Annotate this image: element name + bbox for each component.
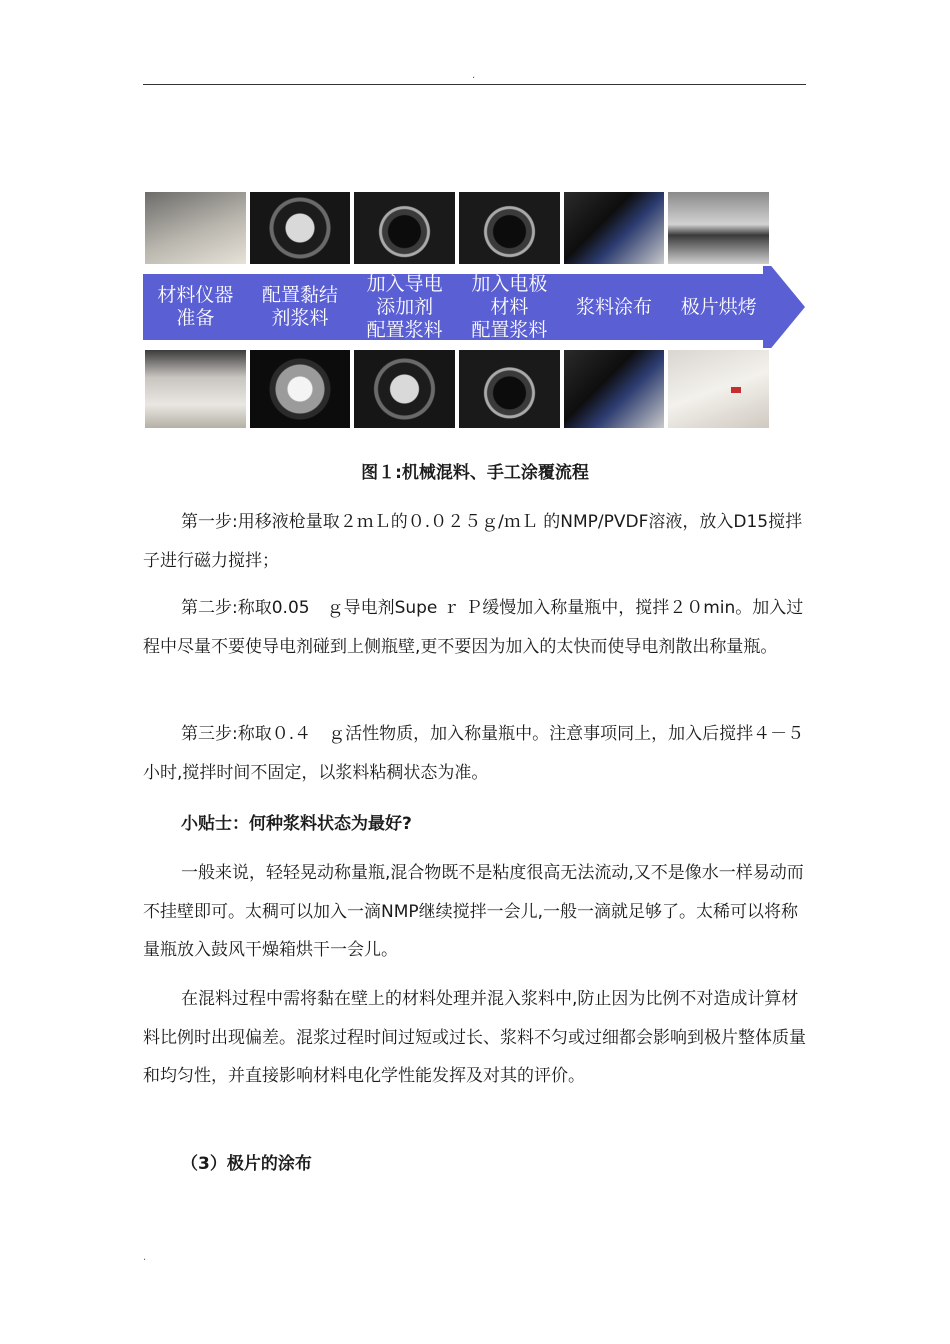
header-rule [143,84,806,85]
photo-row-bottom [145,350,769,428]
tip-title: 小贴士：何种浆料状态为最好? [181,814,412,834]
footer-mark: . [143,1252,147,1263]
photo-electrode-baking [668,192,769,264]
step-label-electrode: 加入电极 材料 配置浆料 [471,272,548,341]
photo-mixer [145,350,246,428]
photo-conductive-bottle [354,350,455,428]
photo-slurry-coating [564,192,665,264]
photo-materials [145,192,246,264]
step-label-baking: 极片烘烤 [680,295,757,318]
process-figure [143,186,807,430]
paragraph-step3: 第三步:称取０.４ ｇ活性物质，加入称量瓶中。注意事项同上，加入后搅拌４－５小时,搅拌时间不固定，以浆料粘稠状态为准。 [143,724,805,783]
photo-electrode-bottle [459,350,560,428]
paragraph-step2: 第二步:称取0.05 ｇ导电剂Supe ｒ Ｐ缓慢加入称量瓶中，搅拌２０min。加入过程中尽量不要使导电剂碰到上侧瓶壁,更不要因为加入的太快而使导电剂散出称量瓶。 [143,598,804,657]
section-heading: （3）极片的涂布 [181,1154,312,1174]
figure-caption: 图１:机械混料、手工涂覆流程 [361,463,589,483]
paragraph-tip: 一般来说，轻轻晃动称量瓶,混合物既不是粘度很高无法流动,又不是像水一样易动而不挂壁即可。太稠可以加入一滴NMP继续搅拌一会儿,一般一滴就足够了。太稀可以将称量瓶放入鼓风干燥箱烘干一会儿。 [143,863,804,960]
paragraph-mixing-note: 在混料过程中需将黏在壁上的材料处理并混入浆料中,防止因为比例不对造成计算材料比例时出现偏差。混浆过程时间过短或过长、浆料不匀或过细都会影响到极片整体质量和均匀性，并直接影响材料电化学性能发挥及对其的评价。 [143,989,806,1086]
photo-coating-hand [564,350,665,428]
header-mark: . [472,70,476,81]
photo-binder-slurry [250,192,351,264]
paragraph-step1: 第一步:用移液枪量取２ｍＬ的０.０２５ｇ/ｍＬ 的NMP/PVDF溶液，放入D15搅拌子进行磁力搅拌； [143,512,803,571]
step-label-conductive: 加入导电 添加剂 配置浆料 [366,272,443,341]
photo-drying-oven [668,350,769,428]
step-label-binder: 配置黏结 剂浆料 [262,284,339,329]
photo-electrode-material [459,192,560,264]
photo-row-top [145,192,769,264]
step-label-coating: 浆料涂布 [576,295,653,318]
process-steps [145,270,769,344]
photo-binder-bottle [250,350,351,428]
step-label-materials: 材料仪器 准备 [157,284,234,329]
photo-conductive-additive [354,192,455,264]
